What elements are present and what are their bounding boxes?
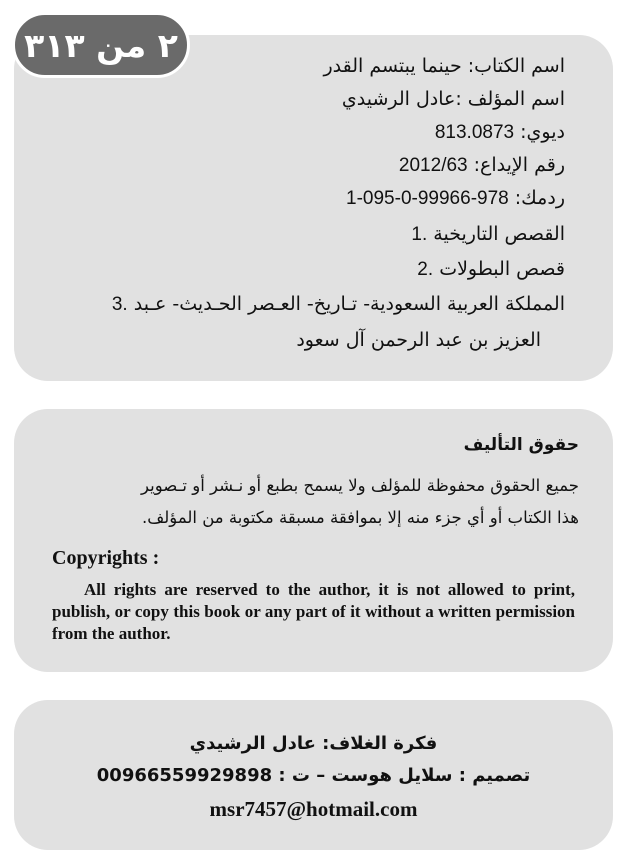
cover-design: تصميم : سلايل هوست – ت : 00966559929898 [96, 765, 531, 786]
page-number-badge: ٢ من ٣١٣ [12, 12, 190, 78]
book-info-panel [14, 35, 613, 381]
copyright-text-ar-line-2: هذا الكتاب أو أي جزء منه إلا بموافقة مسبقة مكتوبة من المؤلف. [141, 508, 579, 527]
copyright-title-ar: حقوق التأليف [463, 435, 579, 455]
deposit-value: 2012/63 [398, 155, 468, 176]
subject-3 [112, 293, 565, 316]
dewey-value: 813.0873 [434, 122, 515, 143]
copyright-text-ar-line-1: جميع الحقوق محفوظة للمؤلف ولا يسمح بطبع أو نـشر أو تـصوير [141, 476, 579, 495]
copyright-text-en: All rights are reserved to the author, it is not allowed to print, publish, or copy this book or any part of it without a written permission from the author. [52, 580, 575, 643]
subject-text: قصص البطولات [439, 258, 565, 280]
dewey-number [435, 121, 565, 144]
deposit-label: رقم الإيداع: [473, 154, 565, 176]
subject-number: 1. [411, 224, 428, 245]
book-author: اسم المؤلف :عادل الرشيدي [341, 88, 565, 110]
contact-email: msr7457@hotmail.com [209, 797, 418, 821]
subject-text: القصص التاريخية [433, 223, 565, 245]
subject-number: 2. [417, 259, 434, 280]
dewey-label: ديوي: [520, 121, 565, 143]
subject-text: المملكة العربية السعودية- تـاريخ- العـصر الحـديث- عـبد [133, 293, 565, 315]
isbn-value: 978-99966-0-095-1 [346, 188, 509, 209]
cover-credits-panel [14, 700, 613, 850]
subject-3-continued: العزيز بن عبد الرحمن آل سعود [296, 329, 541, 351]
book-title: اسم الكتاب: حينما يبتسم القدر [323, 55, 565, 77]
subject-1 [411, 223, 565, 246]
copyright-title-en: Copyrights : [52, 547, 160, 569]
isbn [346, 187, 565, 210]
subject-number: 3. [111, 294, 128, 315]
copyright-panel [14, 409, 613, 672]
deposit-number [399, 154, 565, 177]
isbn-label: ردمك: [514, 187, 565, 209]
subject-2 [417, 258, 565, 281]
cover-idea: فكرة الغلاف: عادل الرشيدي [189, 733, 438, 754]
